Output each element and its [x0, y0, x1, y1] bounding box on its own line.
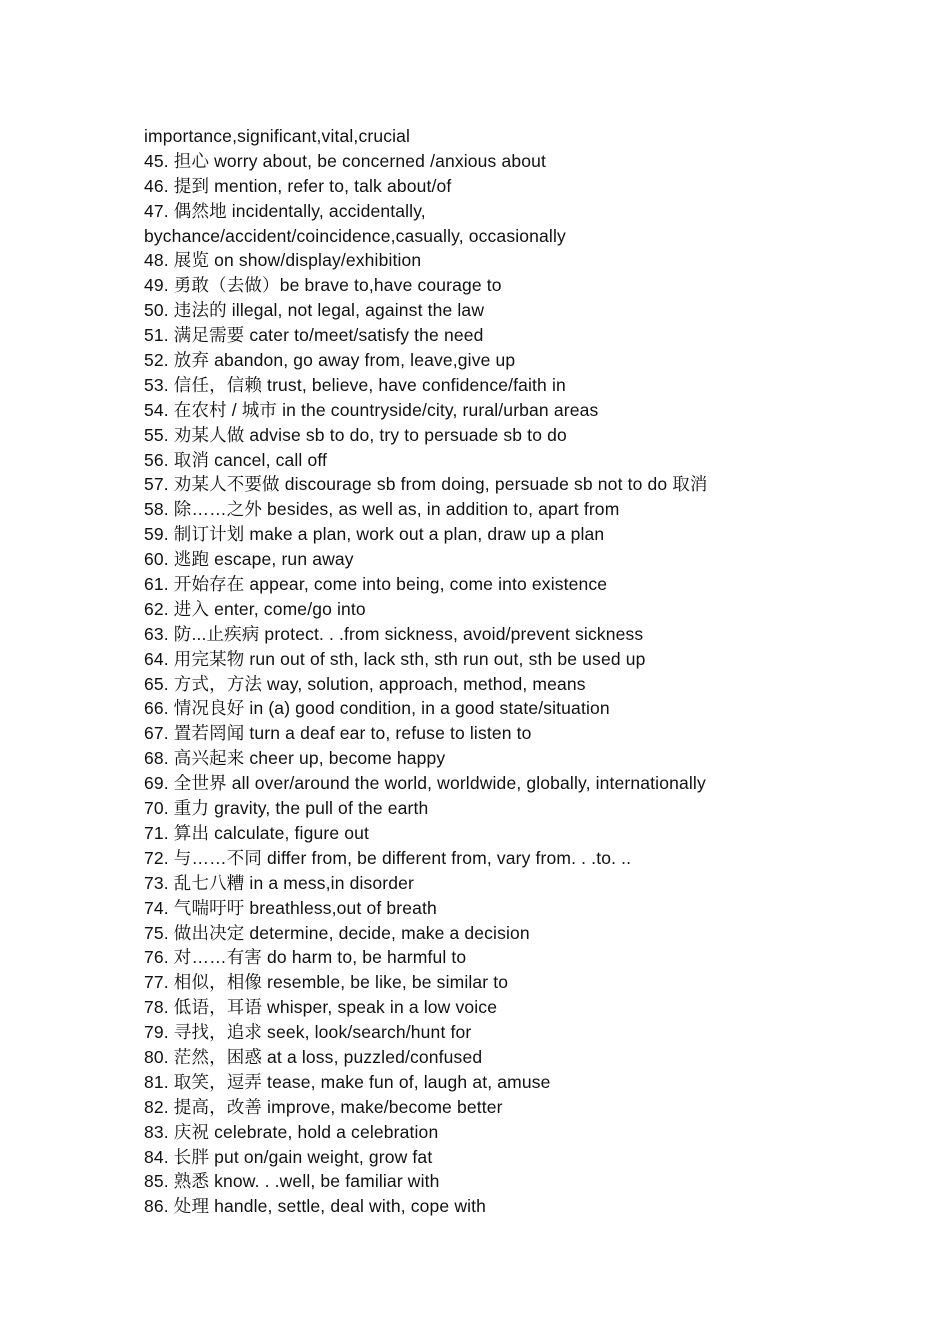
list-item-54: 54. 在农村 / 城市 in the countryside/city, rural/urban areas [144, 399, 599, 420]
vocabulary-list [144, 124, 934, 1219]
list-item-74: 74. 气喘吁吁 breathless,out of breath [144, 897, 437, 918]
list-item-86: 86. 处理 handle, settle, deal with, cope with [144, 1196, 487, 1217]
list-item-73: 73. 乱七八糟 in a mess,in disorder [144, 872, 415, 893]
list-item-81: 81. 取笑，逗弄 tease, make fun of, laugh at, amuse [144, 1071, 551, 1092]
list-item-50: 50. 违法的 illegal, not legal, against the law [144, 300, 485, 321]
list-item-64: 64. 用完某物 run out of sth, lack sth, sth run out, sth be used up [144, 648, 646, 669]
list-item-79: 79. 寻找，追求 seek, look/search/hunt for [144, 1022, 472, 1043]
list-item-52: 52. 放弃 abandon, go away from, leave,give up [144, 350, 516, 371]
list-item-80: 80. 茫然，困惑 at a loss, puzzled/confused [144, 1046, 483, 1067]
list-item-65: 65. 方式，方法 way, solution, approach, method, means [144, 673, 586, 694]
list-item-51: 51. 满足需要 cater to/meet/satisfy the need [144, 325, 484, 346]
list-item-68: 68. 高兴起来 cheer up, become happy [144, 748, 446, 769]
list-item-70: 70. 重力 gravity, the pull of the earth [144, 798, 429, 819]
list-line-continuation: importance,significant,vital,crucial [144, 126, 411, 146]
list-item-58: 58. 除……之外 besides, as well as, in addition to, apart from [144, 499, 620, 520]
list-item-84: 84. 长胖 put on/gain weight, grow fat [144, 1146, 433, 1167]
list-item-57: 57. 劝某人不要做 discourage sb from doing, persuade sb not to do 取消 [144, 474, 708, 495]
list-item-49: 49. 勇敢（去做）be brave to,have courage to [144, 275, 502, 296]
list-item-46: 46. 提到 mention, refer to, talk about/of [144, 175, 452, 196]
list-item-83: 83. 庆祝 celebrate, hold a celebration [144, 1121, 439, 1142]
list-item-55: 55. 劝某人做 advise sb to do, try to persuade sb to do [144, 424, 567, 445]
list-item-47-continuation: bychance/accident/coincidence,casually, occasionally [144, 225, 566, 246]
list-item-53: 53. 信任，信赖 trust, believe, have confidence/faith in [144, 374, 566, 395]
list-item-60: 60. 逃跑 escape, run away [144, 549, 354, 570]
list-item-82: 82. 提高，改善 improve, make/become better [144, 1096, 503, 1117]
list-item-85: 85. 熟悉 know. . .well, be familiar with [144, 1171, 440, 1192]
list-item-76: 76. 对……有害 do harm to, be harmful to [144, 947, 467, 968]
list-item-56: 56. 取消 cancel, call off [144, 449, 328, 470]
list-item-69: 69. 全世界 all over/around the world, worldwide, globally, internationally [144, 773, 706, 794]
list-item-67: 67. 置若罔闻 turn a deaf ear to, refuse to listen to [144, 723, 532, 744]
list-item-47: 47. 偶然地 incidentally, accidentally, [144, 200, 426, 221]
list-item-66: 66. 情况良好 in (a) good condition, in a good state/situation [144, 698, 610, 719]
list-item-75: 75. 做出决定 determine, decide, make a decision [144, 922, 530, 943]
list-item-59: 59. 制订计划 make a plan, work out a plan, draw up a plan [144, 524, 605, 545]
list-item-71: 71. 算出 calculate, figure out [144, 822, 370, 843]
list-item-72: 72. 与……不同 differ from, be different from, vary from. . .to. .. [144, 847, 632, 868]
list-item-48: 48. 展览 on show/display/exhibition [144, 250, 422, 271]
list-item-78: 78. 低语，耳语 whisper, speak in a low voice [144, 997, 498, 1018]
list-item-77: 77. 相似，相像 resemble, be like, be similar to [144, 972, 509, 993]
list-item-45: 45. 担心 worry about, be concerned /anxious about [144, 150, 547, 171]
list-item-61: 61. 开始存在 appear, come into being, come into existence [144, 574, 608, 595]
list-item-62: 62. 进入 enter, come/go into [144, 598, 366, 619]
list-item-63: 63. 防...止疾病 protect. . .from sickness, avoid/prevent sickness [144, 623, 644, 644]
